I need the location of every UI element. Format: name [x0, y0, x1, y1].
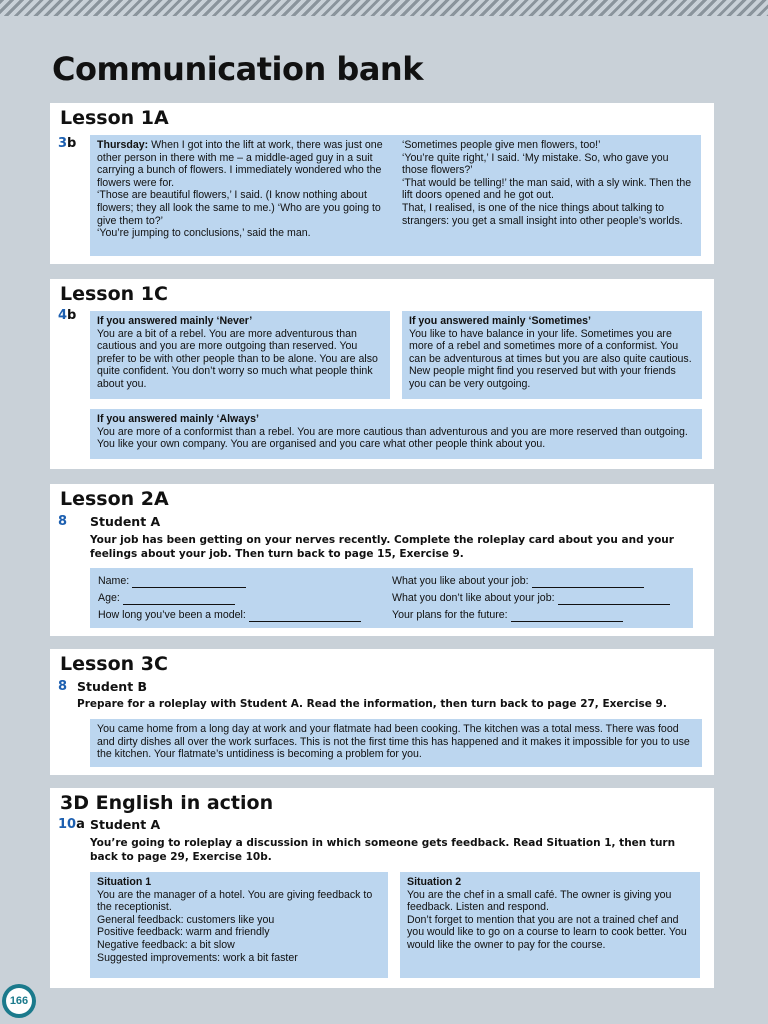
- story-box-left: Thursday: When I got into the lift at work, there was just one other person in there with me – a middle-aged guy in a suit carrying a bunch of flowers. I immediately wondered who the flowers were for. ‘Those are beautiful flowers,’ I said. (I know nothing about flowers; they all look the same to me.) ‘Who are you going to give them to?’ ‘You’re jumping to conclusions,’ said the man.: [90, 135, 395, 256]
- lesson-2a-title: Lesson 2A: [60, 488, 169, 510]
- story-paragraph: That, I realised, is one of the nice things about talking to strangers: you get a small insight into other people’s worlds.: [402, 201, 683, 227]
- situation-2-box: Situation 2 You are the chef in a small café. The owner is giving you feedback. Listen and respond. Don’t forget to mention that you are not a trained chef and you would like to go on a course to learn to cook better. You would like the owner to pay for the course.: [400, 872, 700, 978]
- instruction-text: Your job has been getting on your nerves recently. Complete the roleplay card about you and your feelings about your job. Then turn back to page 15, Exercise 9.: [90, 534, 674, 560]
- exercise-number: 3b: [58, 136, 77, 151]
- section-lesson-3c: [50, 649, 714, 775]
- result-heading: If you answered mainly ‘Never’: [97, 315, 253, 327]
- story-paragraph: ‘You’re jumping to conclusions,’ said the man.: [97, 227, 311, 240]
- result-box-sometimes: [402, 311, 702, 399]
- situation-text: You came home from a long day at work and your flatmate had been cooking. The kitchen was a total mess. There was food and dirty dishes all over the work surfaces. This is not the first time this has happened and it makes it impossible for you to use the kitchen. Your flatmate’s untidiness is becoming a problem for you.: [97, 723, 690, 761]
- situation-1-box: Situation 1 You are the manager of a hotel. You are giving feedback to the receptionist. General feedback: customers like you Positive feedback: warm and friendly Negative feedback: a bit slow Suggested improvements: work a bit faster: [90, 872, 388, 978]
- future-plans-field[interactable]: Your plans for the future:: [392, 605, 692, 622]
- page-number: 166: [6, 988, 32, 1014]
- exercise-number: 10a: [58, 817, 85, 832]
- situation-heading: Situation 1: [97, 876, 152, 888]
- section-lesson-1c: [50, 279, 714, 469]
- result-heading: If you answered mainly ‘Sometimes’: [409, 315, 591, 327]
- section-lesson-1a: [50, 103, 714, 264]
- story-paragraph: ‘Those are beautiful flowers,’ I said. (I know nothing about flowers; they all look the same to me.) ‘Who are you going to give them to?’: [97, 189, 381, 227]
- result-box-always: [90, 409, 702, 459]
- model-duration-field[interactable]: How long you’ve been a model:: [98, 605, 388, 622]
- exercise-number: 8: [58, 514, 68, 529]
- result-text: You like to have balance in your life. Sometimes you are more of a rebel and sometimes more of a conformist. You can be adventurous at times but you are also quite cautious. New people might find you reserved but with your friends you can be very outgoing.: [409, 327, 692, 390]
- story-lead: Thursday:: [97, 139, 149, 151]
- student-label: Student A: [90, 817, 161, 832]
- roleplay-card: [90, 568, 693, 628]
- instruction-text: You’re going to roleplay a discussion in which someone gets feedback. Read Situation 1, then turn back to page 29, Exercise 10b.: [90, 837, 676, 863]
- english-3d-title: 3D English in action: [60, 792, 274, 814]
- story-paragraph: ‘That would be telling!’ the man said, with a sly wink. Then the lift doors opened and he got out.: [402, 176, 692, 202]
- section-lesson-2a: [50, 484, 714, 636]
- story-box-right: [395, 135, 701, 256]
- lesson-1c-title: Lesson 1C: [60, 283, 168, 305]
- job-dislikes-field[interactable]: What you don’t like about your job:: [392, 588, 692, 605]
- page-title: Communication bank: [52, 50, 423, 88]
- exercise-number: 4b: [58, 308, 77, 323]
- instruction-text: Prepare for a roleplay with Student A. Read the information, then turn back to page 27, Exercise 9.: [77, 698, 667, 710]
- result-box-never: [90, 311, 390, 399]
- lesson-1a-title: Lesson 1A: [60, 107, 169, 129]
- name-field[interactable]: Name:: [98, 571, 388, 588]
- situation-heading: Situation 2: [407, 876, 462, 888]
- page-number-badge: [2, 984, 36, 1018]
- student-label: Student A: [90, 514, 161, 529]
- age-field[interactable]: Age:: [98, 588, 388, 605]
- story-paragraph: ‘Sometimes people give men flowers, too!’: [402, 139, 601, 151]
- student-label: Student B: [77, 679, 148, 694]
- section-english-3d: [50, 788, 714, 988]
- situation-box: [90, 719, 702, 767]
- result-heading: If you answered mainly ‘Always’: [97, 413, 259, 425]
- top-stripe: [0, 0, 768, 16]
- exercise-number: 8: [58, 679, 68, 694]
- job-likes-field[interactable]: What you like about your job:: [392, 571, 692, 588]
- lesson-3c-title: Lesson 3C: [60, 653, 168, 675]
- result-text: You are a bit of a rebel. You are more adventurous than cautious and you are more outgoing than reserved. You prefer to be with other people than to be alone. You are also quite confident. You don’t worry so much what people think about you.: [97, 327, 378, 390]
- result-text: You are more of a conformist than a rebel. You are more cautious than adventurous and you are more reserved than outgoing. You like your own company. You are organised and you care what other people think about you.: [97, 425, 688, 451]
- story-paragraph: ‘You’re quite right,’ I said. ‘My mistake. So, who gave you those flowers?’: [402, 151, 669, 177]
